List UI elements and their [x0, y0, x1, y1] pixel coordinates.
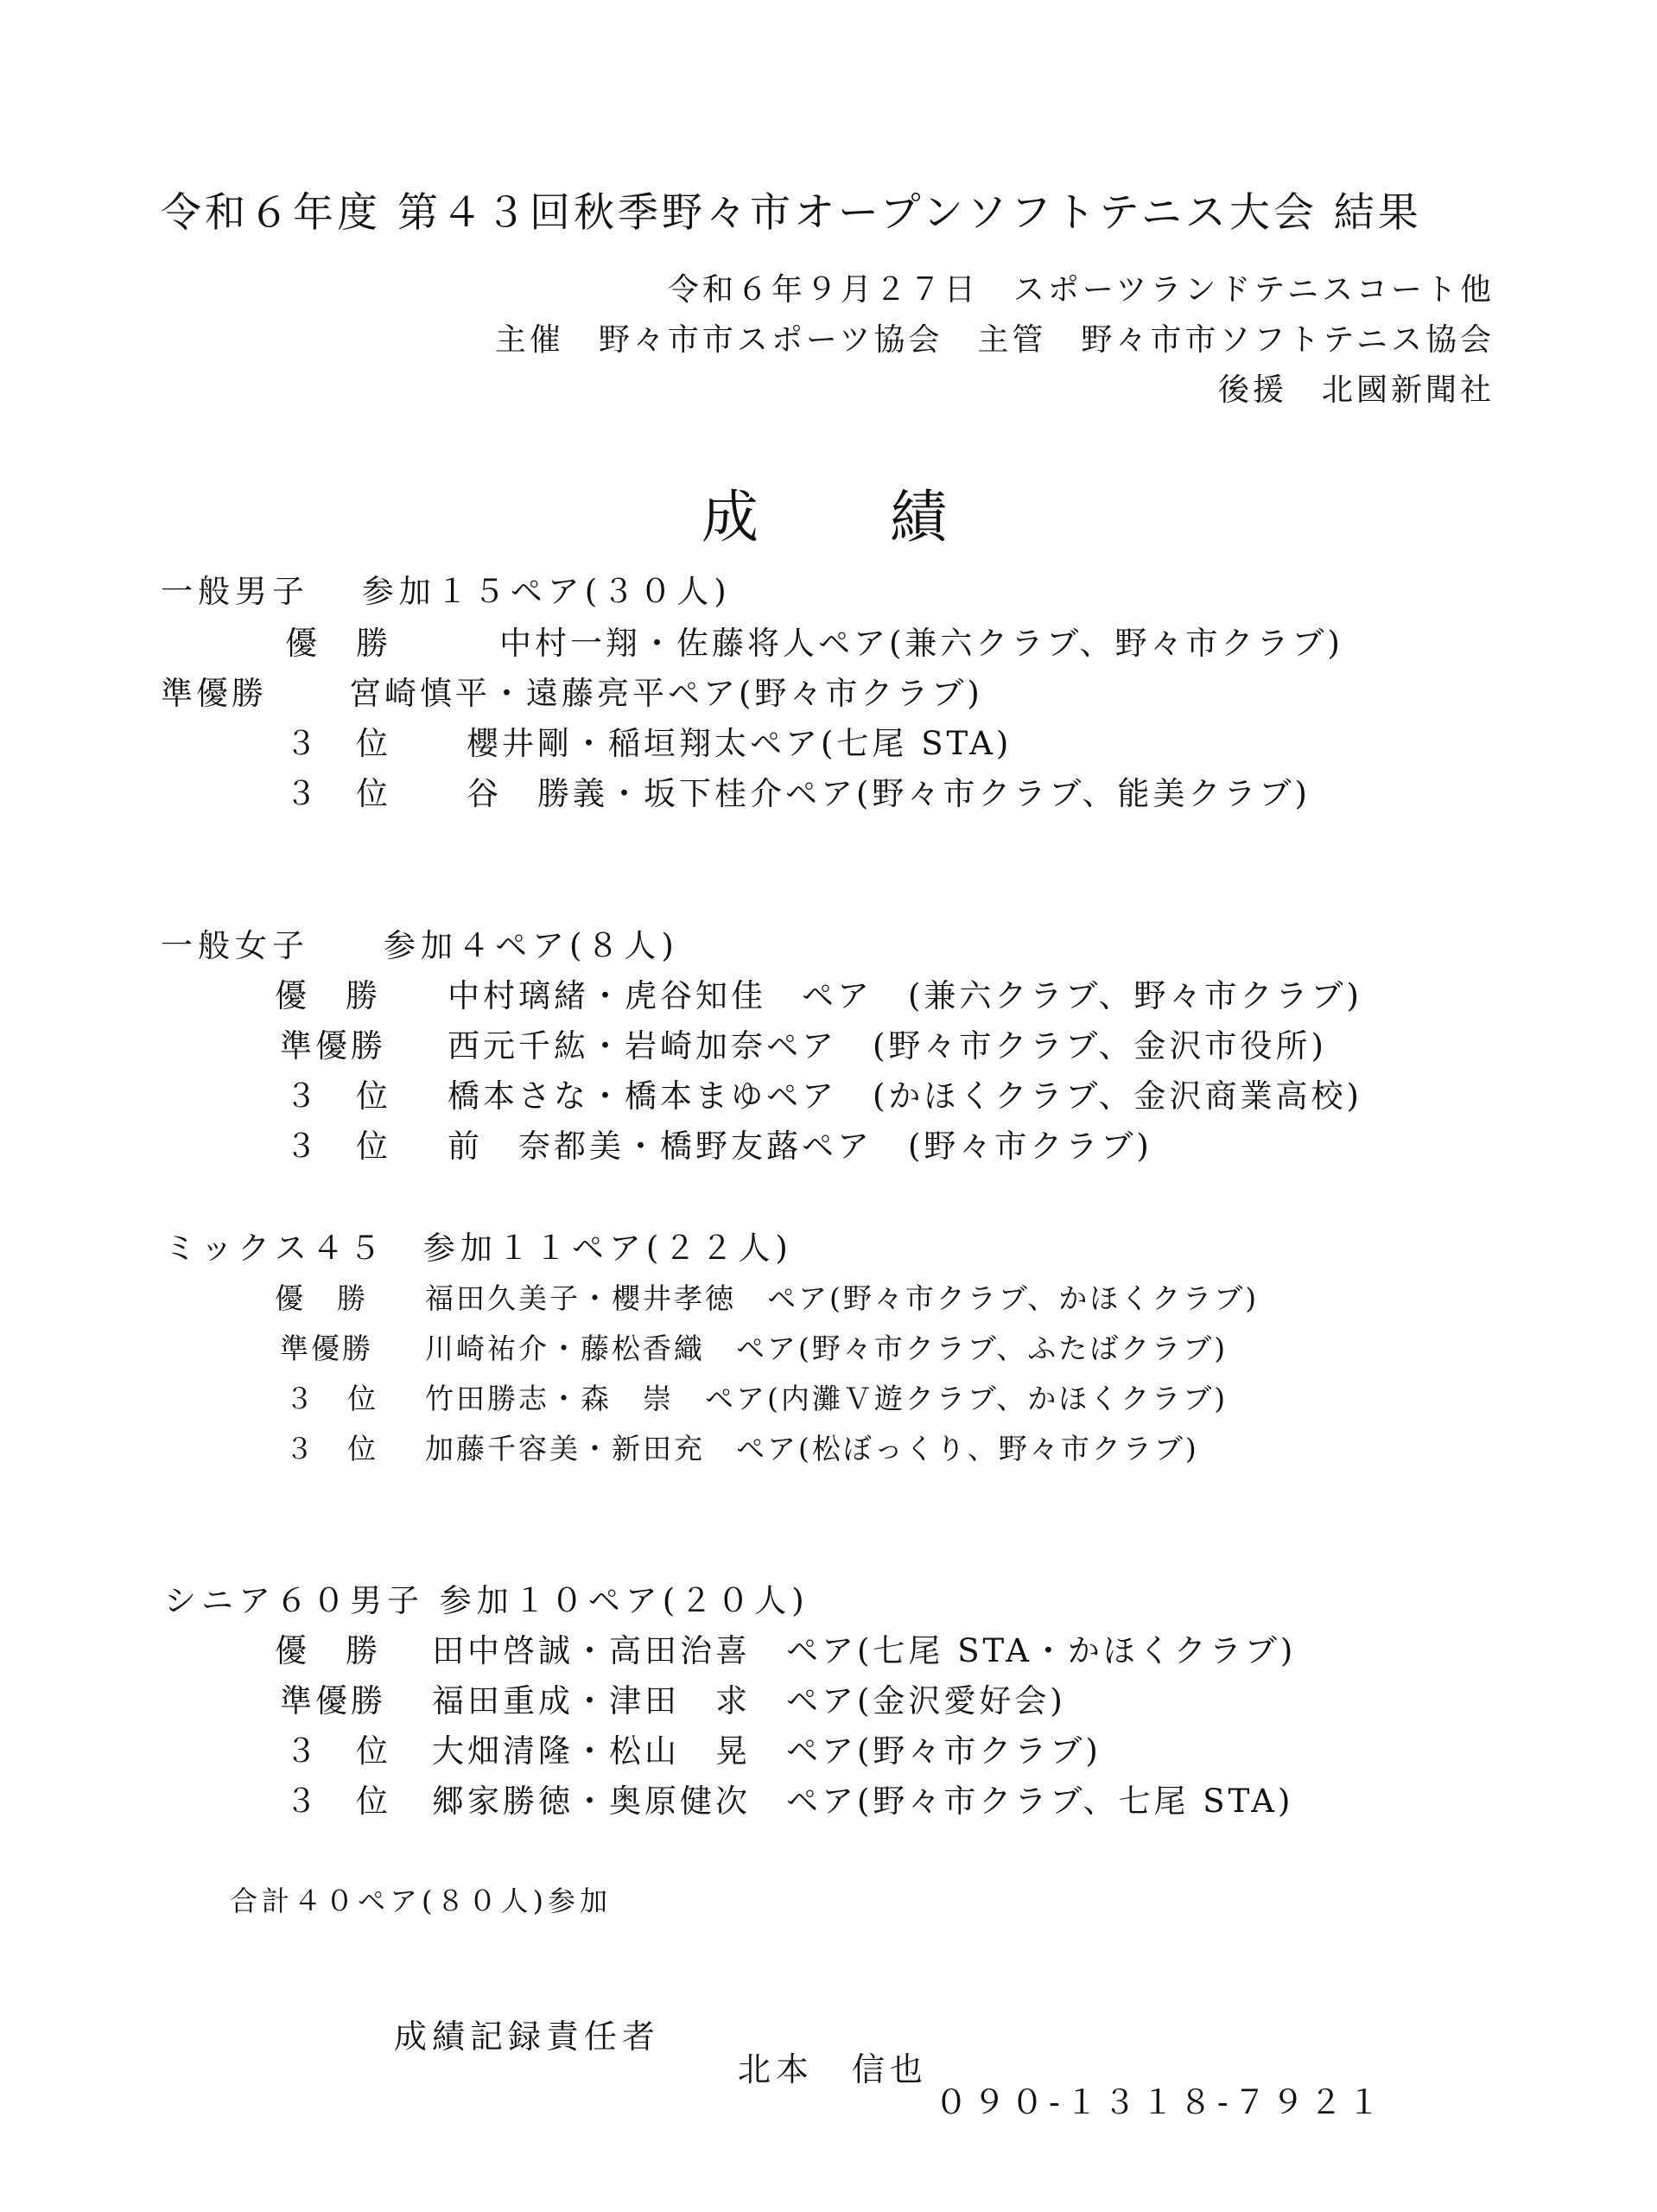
section-title-womens-open: 一般女子 参加４ペア(８人): [161, 927, 679, 964]
rank-label: 優 勝: [275, 1281, 368, 1315]
entry-text: 竹田勝志・森 崇 ペア(内灘Ｖ遊クラブ、かほくクラブ): [425, 1382, 1228, 1415]
rank-label: 優 勝: [285, 625, 391, 662]
entry-text: 福田久美子・櫻井孝徳 ペア(野々市クラブ、かほくクラブ): [425, 1281, 1260, 1315]
entry-text: 福田重成・津田 求 ペア(金沢愛好会): [432, 1682, 1066, 1719]
record-keeper-phone: ０９０-１３１８-７９２１: [935, 2083, 1386, 2121]
entry-text: 中村璃緒・虎谷知佳 ペア (兼六クラブ、野々市クラブ): [448, 977, 1362, 1014]
rank-label: ３ 位: [285, 1783, 391, 1820]
record-keeper-line: [0, 1987, 1657, 2119]
rank-label: 優 勝: [275, 977, 381, 1014]
rank-label: ３ 位: [285, 1732, 391, 1770]
rank-label: ３ 位: [285, 775, 391, 812]
rank-label: ３ 位: [285, 1382, 378, 1415]
entry-text: 西元千紘・岩崎加奈ペア (野々市クラブ、金沢市役所): [448, 1027, 1327, 1065]
rank-label: 準優勝: [280, 1027, 386, 1065]
rank-label: ３ 位: [285, 1432, 378, 1465]
section-title-mixed-45: ミックス４５ 参加１１ペア(２２人): [164, 1230, 793, 1267]
rank-label: 優 勝: [275, 1632, 381, 1669]
result-row: [0, 1785, 1657, 1881]
rank-label: 準優勝: [280, 1332, 373, 1365]
rank-label: ３ 位: [285, 725, 391, 762]
entry-text: 郷家勝徳・奥原健次 ペア(野々市クラブ、七尾 STA): [432, 1783, 1294, 1820]
entry-text: 川崎祐介・藤松香織 ペア(野々市クラブ、ふたばクラブ): [425, 1332, 1228, 1365]
event-date-venue: 令和６年９月２７日 スポーツランドテニスコート他: [667, 272, 1495, 308]
result-row: [0, 1130, 1657, 1226]
total-participants: 合計４０ペア(８０人)参加: [230, 1885, 612, 1917]
results-heading-left: 成: [702, 484, 759, 550]
section-title-senior-60-men: シニア６０男子 参加１０ペア(２０人): [164, 1582, 809, 1619]
entry-text: 田中啓誠・高田治喜 ペア(七尾 STA・かほくクラブ): [432, 1632, 1297, 1669]
entry-text: 谷 勝義・坂下桂介ペア(野々市クラブ、能美クラブ): [467, 775, 1311, 812]
entry-text: 宮崎慎平・遠藤亮平ペア(野々市クラブ): [349, 675, 983, 712]
entry-text: 加藤千容美・新田充 ペア(松ぼっくり、野々市クラブ): [425, 1432, 1199, 1465]
document-title: 令和６年度 第４３回秋季野々市オープンソフトテニス大会 結果: [161, 189, 1422, 237]
rank-label: 準優勝: [280, 1682, 386, 1719]
record-keeper-label: 成績記録責任者: [394, 2018, 661, 2056]
event-organizer: 主催 野々市市スポーツ協会 主管 野々市市ソフトテニス協会: [494, 322, 1495, 358]
entry-text: 中村一翔・佐藤将人ペア(兼六クラブ、野々市クラブ): [499, 625, 1343, 662]
record-keeper-name: 北本 信也: [738, 2050, 929, 2088]
results-heading-right: 績: [890, 484, 947, 550]
entry-text: 櫻井剛・稲垣翔太ペア(七尾 STA): [467, 725, 1013, 762]
rank-label: 準優勝: [161, 675, 267, 712]
result-row: [0, 775, 1657, 874]
entry-text: 前 奈都美・橋野友蕗ペア (野々市クラブ): [448, 1128, 1152, 1165]
rank-label: ３ 位: [285, 1128, 391, 1165]
section-title-mens-open: 一般男子 参加１５ペア(３０人): [161, 573, 732, 610]
entry-text: 橋本さな・橋本まゆペア (かほくクラブ、金沢商業高校): [448, 1077, 1362, 1115]
result-row: [0, 1434, 1657, 1520]
rank-label: ３ 位: [285, 1077, 391, 1115]
entry-text: 大畑清隆・松山 晃 ペア(野々市クラブ): [432, 1732, 1101, 1770]
event-sponsor: 後援 北國新聞社: [1217, 372, 1495, 408]
